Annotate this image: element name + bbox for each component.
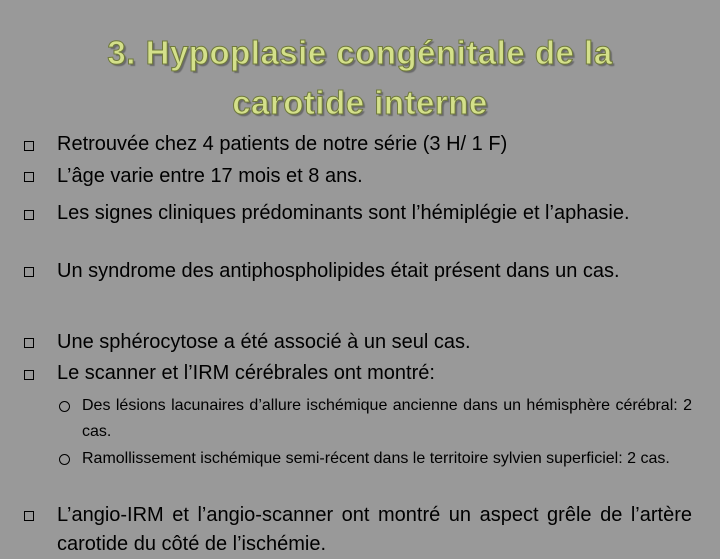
- bullet-text: L’âge varie entre 17 mois et 8 ans.: [57, 165, 363, 187]
- square-bullet-icon: [24, 511, 34, 521]
- circle-bullet-icon: [59, 454, 70, 465]
- sub-bullet-text: Des lésions lacunaires d’allure ischémique ancienne dans un hémisphère cérébral: 2 cas.: [82, 397, 692, 440]
- bullet-text: Un syndrome des antiphospholipides était présent dans un cas.: [57, 260, 620, 282]
- bullet-text: L’angio-IRM et l’angio-scanner ont montré un aspect grêle de l’artère carotide du côté de l’ischémie.: [57, 504, 692, 555]
- bullet-text: Une sphérocytose a été associé à un seul cas.: [57, 331, 471, 353]
- square-bullet-icon: [24, 267, 34, 277]
- slide-title: [20, 28, 700, 128]
- circle-bullet-icon: [59, 401, 70, 412]
- square-bullet-icon: [24, 338, 34, 348]
- sub-bullet-text: Ramollissement ischémique semi-récent dans le territoire sylvien superficiel: 2 cas.: [82, 450, 670, 467]
- bullet-text: Les signes cliniques prédominants sont l’hémiplégie et l’aphasie.: [57, 202, 630, 224]
- bullet-text: Retrouvée chez 4 patients de notre série (3 H/ 1 F): [57, 133, 508, 155]
- bullet-text: Le scanner et l’IRM cérébrales ont montré:: [57, 362, 435, 384]
- title-line-2: carotide interne: [232, 84, 488, 121]
- title-line-1: 3. Hypoplasie congénitale de la: [107, 34, 613, 71]
- square-bullet-icon: [24, 141, 34, 151]
- square-bullet-icon: [24, 210, 34, 220]
- square-bullet-icon: [24, 370, 34, 380]
- square-bullet-icon: [24, 172, 34, 182]
